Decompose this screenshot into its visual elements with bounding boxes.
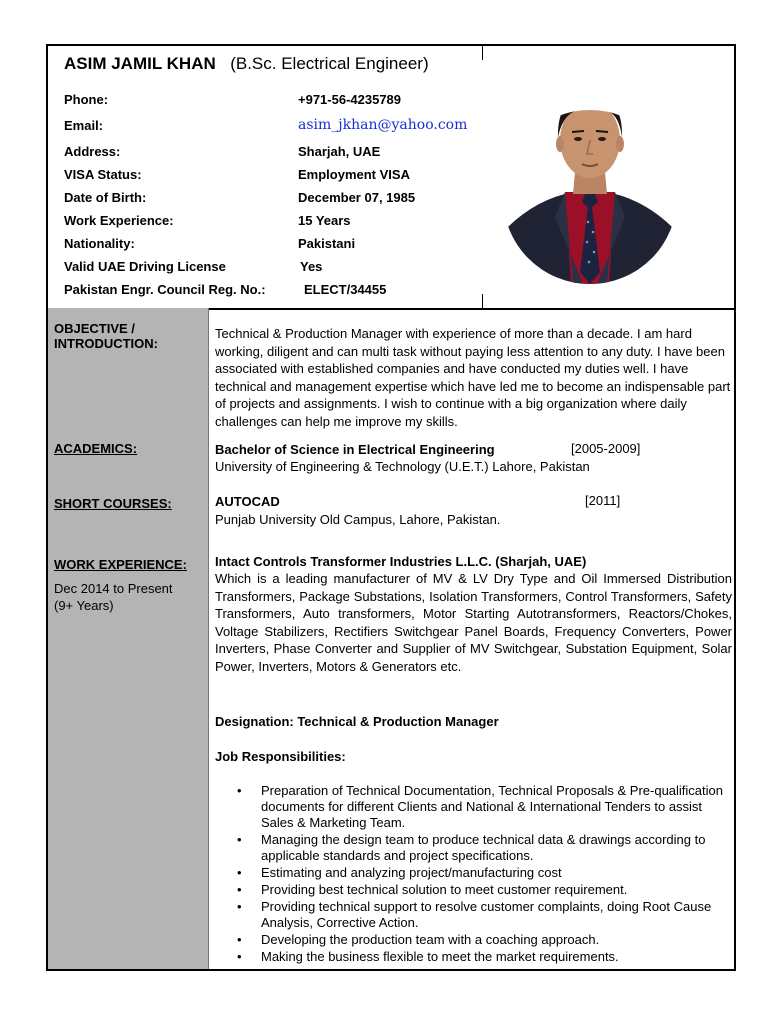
pec-label: Pakistan Engr. Council Reg. No.:: [64, 282, 266, 297]
candidate-degree: (B.Sc. Electrical Engineer): [230, 54, 429, 73]
academics-degree: Bachelor of Science in Electrical Engineering: [215, 442, 495, 457]
bullet-icon: •: [237, 882, 242, 897]
nationality-value: Pakistani: [298, 236, 356, 251]
objective-heading: OBJECTIVE / INTRODUCTION:: [54, 321, 158, 351]
license-label: Valid UAE Driving License: [64, 259, 226, 274]
bullet-icon: •: [237, 832, 242, 847]
nationality-label: Nationality:: [64, 236, 135, 251]
responsibility-text: Estimating and analyzing project/manufacturing cost: [261, 865, 562, 880]
responsibility-text: Providing best technical solution to meet customer requirement.: [261, 882, 628, 897]
resume-page: [46, 44, 736, 971]
address-value: Sharjah, UAE: [298, 144, 381, 159]
license-value: Yes: [300, 259, 323, 274]
list-item: [215, 832, 732, 864]
bullet-icon: •: [237, 783, 242, 798]
responsibilities-title: Job Responsibilities:: [215, 749, 346, 764]
bullet-icon: •: [237, 899, 242, 914]
phone-value: +971-56-4235789: [298, 92, 402, 107]
bullet-icon: •: [237, 949, 242, 964]
responsibility-text: Developing the production team with a coaching approach.: [261, 932, 600, 947]
profile-photo: [503, 82, 677, 284]
candidate-name: ASIM JAMIL KHAN: [64, 54, 216, 73]
bullet-icon: •: [237, 865, 242, 880]
dob-value: December 07, 1985: [298, 190, 416, 205]
phone-label: Phone:: [64, 92, 109, 107]
academics-heading: ACADEMICS:: [54, 441, 138, 456]
academics-institute: University of Engineering & Technology (U.E.T.) Lahore, Pakistan: [215, 459, 590, 474]
divider-tick-top: [482, 46, 483, 60]
academics-years: [2005-2009]: [571, 441, 641, 456]
email-label: Email:: [64, 118, 104, 133]
responsibility-text: Managing the design team to produce technical data & drawings according to applicable standards and project specifications.: [261, 832, 706, 863]
list-item: [215, 882, 732, 898]
divider-tick-bottom: [482, 294, 483, 308]
responsibilities-list: [215, 783, 732, 966]
work-duration: (9+ Years): [54, 598, 114, 613]
section-sidebar: [48, 308, 209, 969]
bullet-icon: •: [237, 932, 242, 947]
list-item: [215, 899, 732, 931]
visa-label: VISA Status:: [64, 167, 142, 182]
pec-value: ELECT/34455: [304, 282, 387, 297]
short-courses-heading: SHORT COURSES:: [54, 496, 172, 511]
experience-value: 15 Years: [298, 213, 351, 228]
list-item: [215, 865, 732, 881]
work-period: Dec 2014 to Present: [54, 581, 173, 596]
visa-value: Employment VISA: [298, 167, 410, 182]
dob-label: Date of Birth:: [64, 190, 147, 205]
address-label: Address:: [64, 144, 121, 159]
course-name: AUTOCAD: [215, 494, 280, 509]
responsibility-text: Preparation of Technical Documentation, Technical Proposals & Pre-qualification documents for different Clients and National & International Tenders to assist Sales & Marketing Team.: [261, 783, 724, 830]
company-description: Which is a leading manufacturer of MV & LV Dry Type and Oil Immersed Distribution Transformers, Package Substations, Isolation Transformers, Control Transformers, Safety Transformers, Auto transformers, Motor Starting Autotransformers, Reactors/Chokes, Voltage Stabilizers, Rectifiers Switchgear Panel Boards, Frequency Converters, Power Inverters, Phase Converter and Supplier of MV Switchgear, Substation Equipment, Solar Power, Inverters, Motors & Generators etc.: [215, 571, 732, 674]
responsibility-text: Making the business flexible to meet the market requirements.: [261, 949, 619, 964]
course-institute: Punjab University Old Campus, Lahore, Pakistan.: [215, 512, 501, 527]
experience-label: Work Experience:: [64, 213, 174, 228]
list-item: [215, 783, 732, 831]
email-link[interactable]: asim_jkhan@yahoo.com: [298, 117, 468, 133]
name-line: [64, 54, 429, 74]
responsibility-text: Providing technical support to resolve customer complaints, doing Root Cause Analysis, Corrective Action.: [261, 899, 712, 930]
objective-text: Technical & Production Manager with experience of more than a decade. I am hard working, diligent and can multi task without paying less attention to any duty. I have been associated with established companies and have conducted my duties well. I have technical and management expertise which have led me to become an indispensable part of projects and assignments. I wish to continue with a big organization where daily challenges can help me improve my skills.: [215, 326, 731, 429]
designation: Designation: Technical & Production Manager: [215, 714, 499, 729]
resume-header: [48, 46, 734, 310]
list-item: [215, 949, 732, 965]
work-experience-heading: WORK EXPERIENCE:: [54, 557, 187, 572]
course-year: [2011]: [585, 493, 621, 508]
list-item: [215, 932, 732, 948]
company-name: Intact Controls Transformer Industries L.L.C. (Sharjah, UAE): [215, 554, 587, 569]
